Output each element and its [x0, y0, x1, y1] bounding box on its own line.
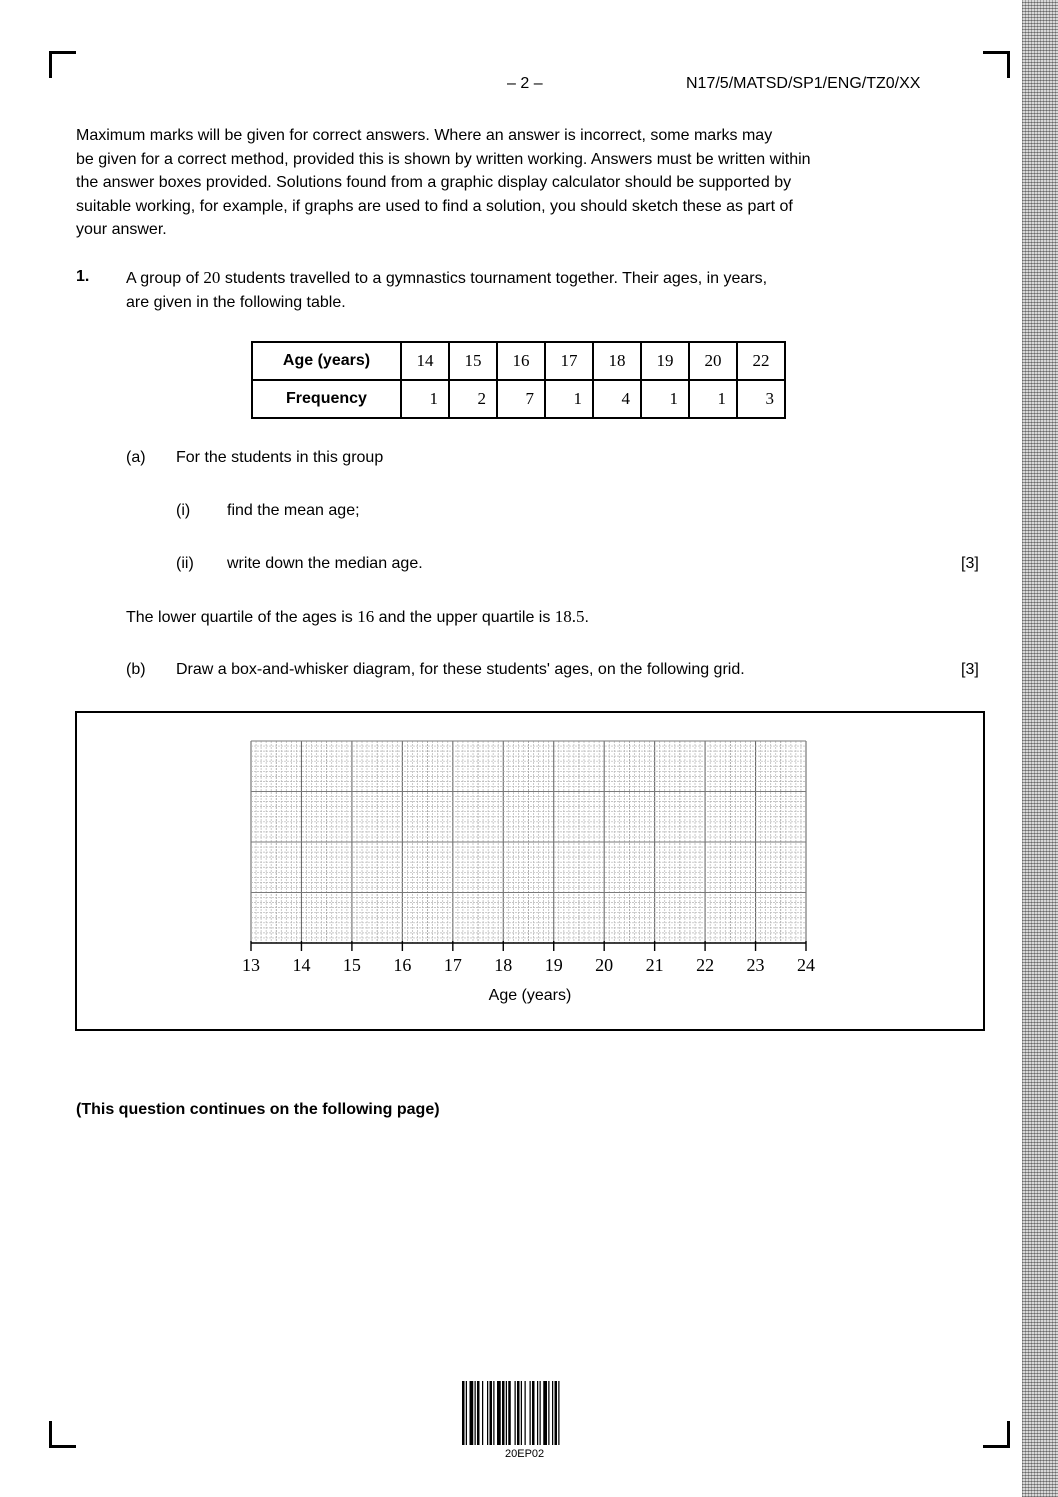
age-frequency-table — [251, 341, 786, 419]
quartile-sentence — [126, 607, 589, 627]
quartile-text: The lower quartile of the ages is — [126, 609, 358, 626]
age-cell: 20 — [689, 342, 737, 380]
part-a-ii-label: (ii) — [176, 555, 194, 572]
x-tick-label: 22 — [696, 955, 715, 975]
row-header-frequency: Frequency — [252, 380, 401, 418]
instructions-line: suitable working, for example, if graphs are used to find a solution, you should sketch these as part of — [76, 197, 793, 215]
stem-text: students travelled to a gymnastics tournament together. Their ages, in years, — [220, 270, 768, 287]
grid-lines — [251, 741, 806, 943]
age-cell: 19 — [641, 342, 689, 380]
barcode — [462, 1381, 596, 1445]
instructions-line: the answer boxes provided. Solutions found from a graphic display calculator should be supported by — [76, 174, 792, 191]
x-axis — [242, 941, 815, 975]
page-number: – 2 – — [507, 75, 543, 92]
x-axis-label: Age (years) — [488, 987, 572, 1004]
part-b-label: (b) — [126, 661, 146, 678]
quartile-text: . — [584, 609, 589, 626]
part-b-marks: [3] — [961, 661, 979, 678]
question-stem — [126, 266, 767, 314]
frequency-cell: 3 — [737, 380, 785, 418]
frequency-cell: 1 — [689, 380, 737, 418]
corner-mark-bottom-right — [983, 1421, 1010, 1448]
barcode-text: 20EP02 — [505, 1448, 545, 1460]
table-row-ages — [252, 342, 785, 380]
frequency-cell: 1 — [401, 380, 449, 418]
part-a-label: (a) — [126, 449, 146, 466]
age-cell: 22 — [737, 342, 785, 380]
question-number: 1. — [76, 268, 90, 285]
part-a-i-text: find the mean age; — [227, 502, 360, 519]
corner-mark-bottom-left — [49, 1421, 76, 1448]
x-tick-label: 21 — [645, 955, 664, 975]
age-cell: 17 — [545, 342, 593, 380]
paper-code: N17/5/MATSD/SP1/ENG/TZ0/XX — [686, 75, 921, 92]
quartile-text: and the upper quartile is — [374, 609, 555, 626]
part-a-i-label: (i) — [176, 502, 191, 519]
corner-mark-top-right — [983, 51, 1010, 78]
stem-text: A group of — [126, 270, 204, 287]
stem-number: 20 — [203, 268, 221, 287]
part-a-ii-text: write down the median age. — [227, 555, 423, 572]
instructions-paragraph — [76, 124, 988, 242]
age-cell: 15 — [449, 342, 497, 380]
corner-mark-top-left — [49, 51, 76, 78]
stem-text: are given in the following table. — [126, 293, 346, 311]
part-b-text: Draw a box-and-whisker diagram, for these students' ages, on the following grid. — [176, 661, 745, 678]
age-cell: 18 — [593, 342, 641, 380]
x-tick-label: 18 — [494, 955, 513, 975]
age-cell: 14 — [401, 342, 449, 380]
x-tick-label: 19 — [544, 955, 563, 975]
table-row-frequencies — [252, 380, 785, 418]
frequency-cell: 7 — [497, 380, 545, 418]
x-tick-label: 24 — [797, 955, 815, 975]
x-tick-label: 23 — [746, 955, 765, 975]
row-header-age: Age (years) — [252, 342, 401, 380]
upper-quartile-value: 18.5 — [554, 607, 585, 626]
x-tick-label: 17 — [443, 955, 462, 975]
x-tick-label: 13 — [242, 955, 260, 975]
frequency-cell: 2 — [449, 380, 497, 418]
x-tick-label: 14 — [292, 955, 311, 975]
x-tick-label: 15 — [342, 955, 361, 975]
continues-note: (This question continues on the following page) — [76, 1101, 440, 1118]
age-cell: 16 — [497, 342, 545, 380]
instructions-line: be given for a correct method, provided this is shown by written working. Answers must be written within — [76, 150, 811, 168]
lower-quartile-value: 16 — [357, 607, 375, 626]
instructions-line: Maximum marks will be given for correct answers. Where an answer is incorrect, some marks may — [76, 127, 773, 144]
frequency-cell: 4 — [593, 380, 641, 418]
x-tick-label: 16 — [393, 955, 412, 975]
box-whisker-grid[interactable] — [75, 711, 985, 1031]
part-a-marks: [3] — [961, 555, 979, 572]
part-a-text: For the students in this group — [176, 449, 384, 466]
frequency-cell: 1 — [641, 380, 689, 418]
margin-hatch-strip — [1022, 0, 1058, 1497]
x-tick-label: 20 — [595, 955, 614, 975]
instructions-line: your answer. — [76, 221, 167, 238]
frequency-cell: 1 — [545, 380, 593, 418]
